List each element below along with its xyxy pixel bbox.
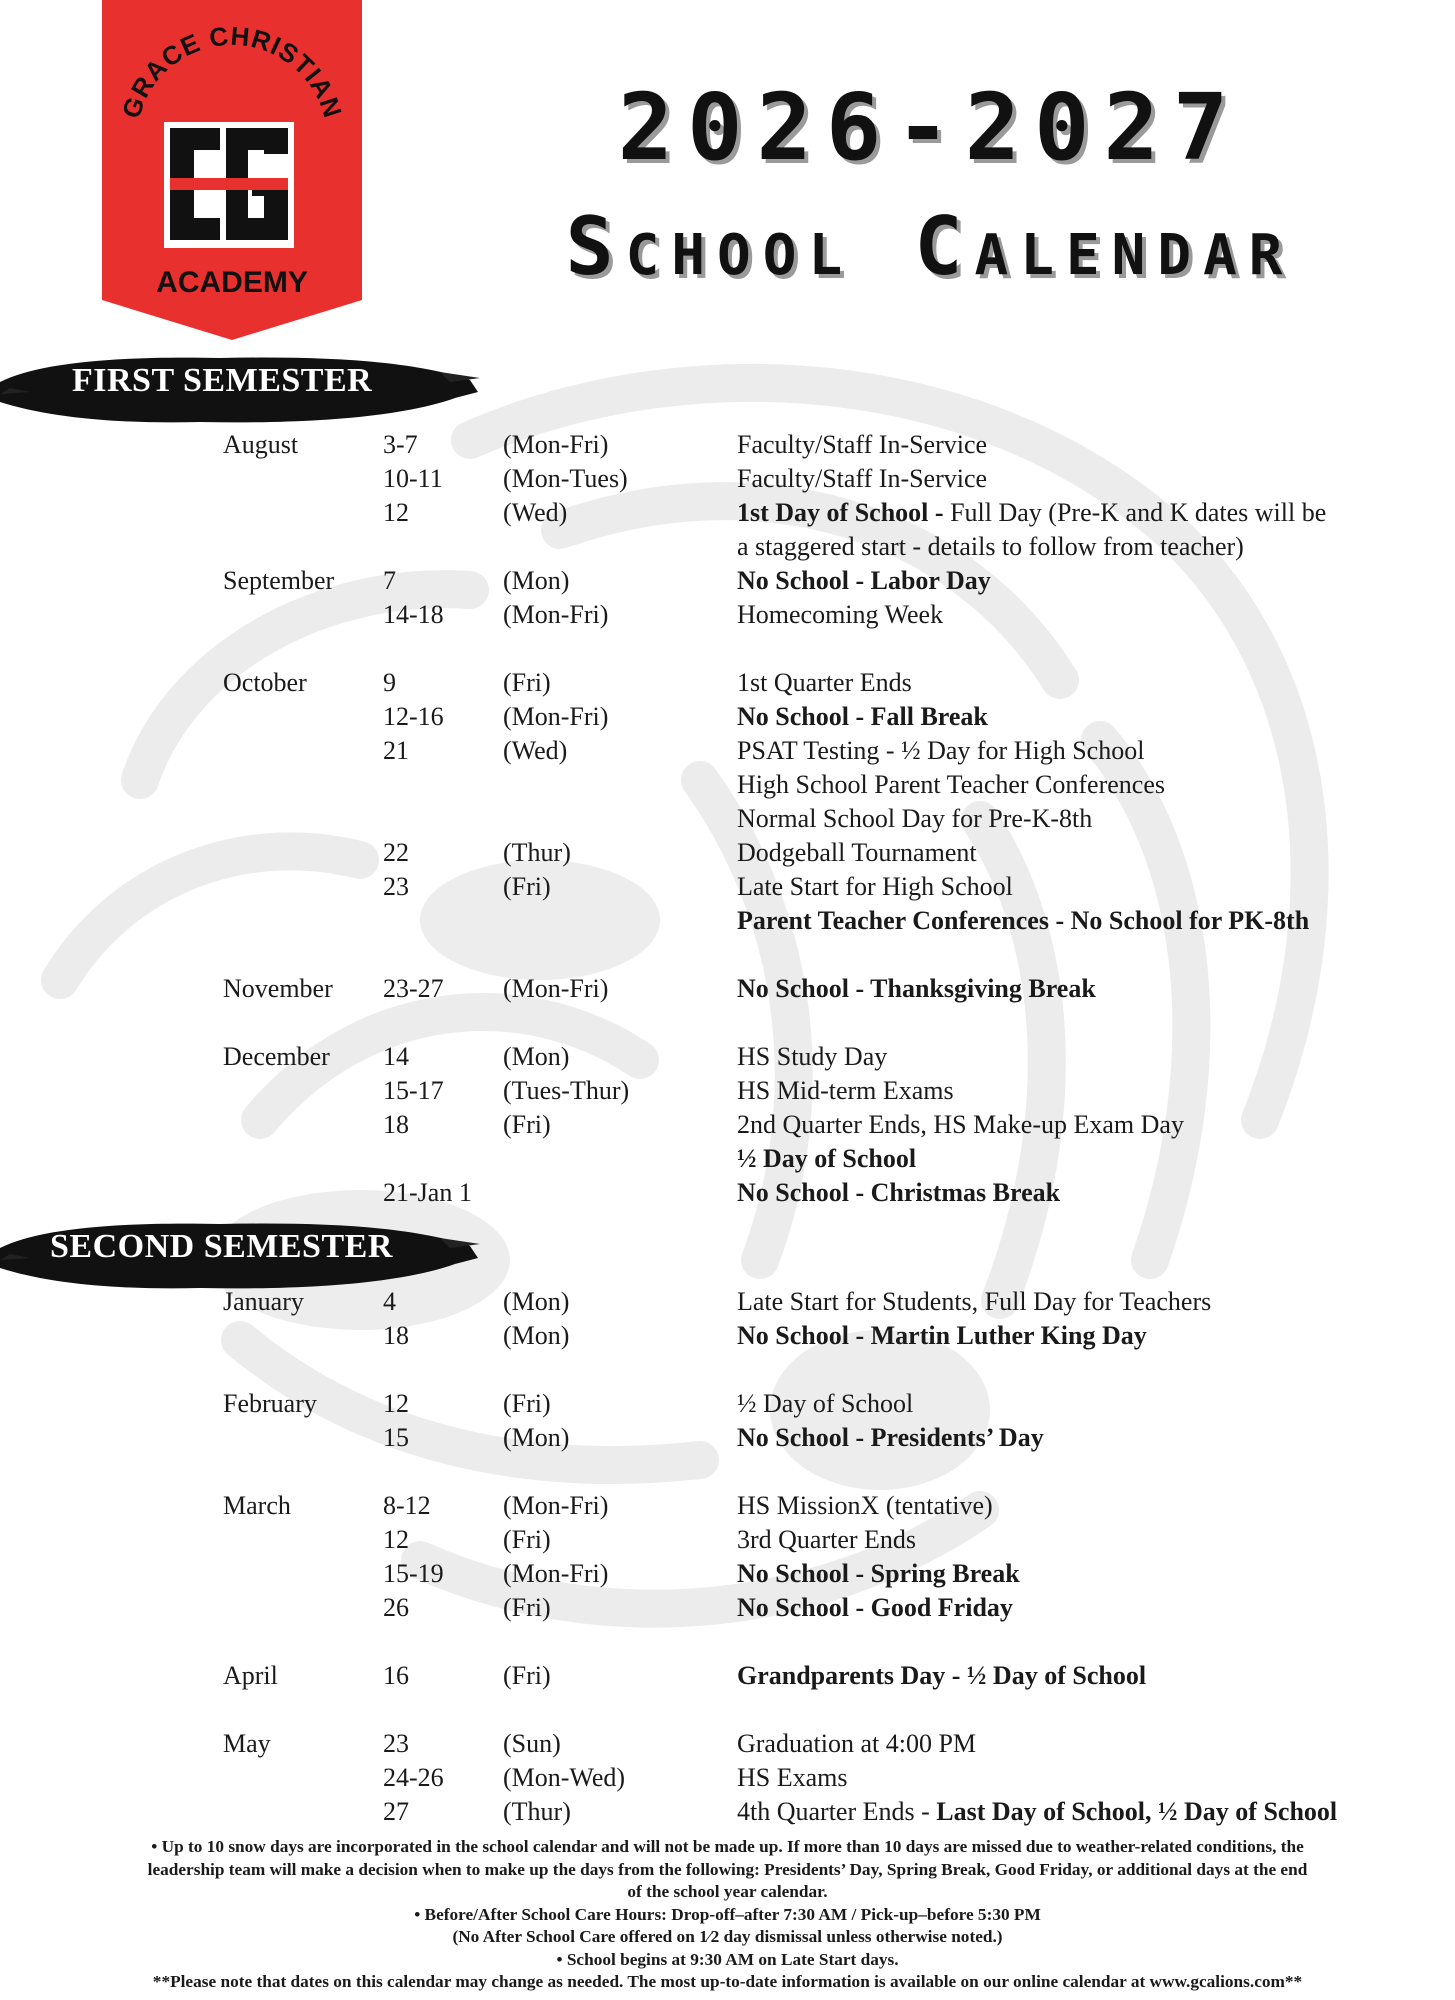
date-range: 22 bbox=[383, 838, 409, 867]
weekday-range: (Mon-Fri) bbox=[503, 1491, 609, 1520]
weekday-range: (Wed) bbox=[503, 736, 568, 765]
event-text bbox=[737, 904, 1309, 938]
row-gap bbox=[0, 1455, 1455, 1489]
date-range: 23 bbox=[383, 1729, 409, 1758]
calendar-row bbox=[0, 1659, 1455, 1693]
weekday-range: (Mon-Fri) bbox=[503, 600, 609, 629]
calendar-row bbox=[0, 870, 1455, 904]
event-text: Faculty/Staff In-Service bbox=[737, 430, 988, 459]
calendar-row bbox=[0, 734, 1455, 768]
event-text: 3rd Quarter Ends bbox=[737, 1525, 917, 1554]
weekday-range: (Mon-Fri) bbox=[503, 702, 609, 731]
calendar-row bbox=[0, 1761, 1455, 1795]
event-text: Late Start for High School bbox=[737, 872, 1013, 901]
note-line: of the school year calendar. bbox=[627, 1882, 828, 1901]
calendar-row bbox=[0, 428, 1455, 462]
date-range: 12-16 bbox=[383, 702, 444, 731]
event-text: HS Exams bbox=[737, 1763, 848, 1792]
calendar-row bbox=[0, 1727, 1455, 1761]
event-text: ½ Day of School bbox=[737, 1389, 914, 1418]
event-text bbox=[737, 1591, 1013, 1625]
date-range: 23 bbox=[383, 872, 409, 901]
event-text: Graduation at 4:00 PM bbox=[737, 1729, 977, 1758]
second-semester-heading: SECOND SEMESTER bbox=[50, 1228, 393, 1265]
calendar-row bbox=[0, 496, 1455, 530]
weekday-range: (Mon) bbox=[503, 1321, 570, 1350]
date-range: 10-11 bbox=[383, 464, 443, 493]
logo-bottom-text: ACADEMY bbox=[156, 266, 308, 299]
month-label: April bbox=[223, 1661, 278, 1690]
event-text bbox=[737, 1142, 916, 1176]
event-text bbox=[737, 1557, 1020, 1591]
calendar-row bbox=[0, 1421, 1455, 1455]
calendar-row bbox=[0, 1285, 1455, 1319]
calendar-row bbox=[0, 1557, 1455, 1591]
event-bold: Grandparents Day - ½ Day of School bbox=[737, 1661, 1147, 1690]
date-range: 12 bbox=[383, 1389, 409, 1418]
calendar-row bbox=[0, 530, 1455, 564]
calendar-row bbox=[0, 768, 1455, 802]
date-range: 12 bbox=[383, 1525, 409, 1554]
date-range: 3-7 bbox=[383, 430, 418, 459]
first-semester-list bbox=[0, 428, 1455, 1210]
calendar-row bbox=[0, 1489, 1455, 1523]
event-text bbox=[737, 972, 1096, 1006]
event-text: HS Mid-term Exams bbox=[737, 1076, 954, 1105]
date-range: 15 bbox=[383, 1423, 409, 1452]
calendar-row bbox=[0, 1074, 1455, 1108]
date-range: 26 bbox=[383, 1593, 409, 1622]
note-line: leadership team will make a decision when to make up the days from the following: Presidents’ Day, Spring Break, Good Friday, or additional days at the end bbox=[147, 1859, 1308, 1879]
weekday-range: (Fri) bbox=[503, 1110, 551, 1139]
row-gap bbox=[0, 1625, 1455, 1659]
event-text bbox=[737, 1421, 1044, 1455]
calendar-row bbox=[0, 1040, 1455, 1074]
calendar-title: School Calendar bbox=[565, 200, 1295, 293]
date-range: 21 bbox=[383, 736, 409, 765]
calendar-row bbox=[0, 1319, 1455, 1353]
event-text: Dodgeball Tournament bbox=[737, 838, 977, 867]
second-semester-list bbox=[0, 1285, 1455, 1829]
weekday-range: (Mon-Tues) bbox=[503, 464, 628, 493]
calendar-row bbox=[0, 598, 1455, 632]
weekday-range: (Thur) bbox=[503, 1797, 571, 1826]
calendar-notes bbox=[0, 1836, 1455, 1994]
calendar-row bbox=[0, 1108, 1455, 1142]
calendar-row bbox=[0, 564, 1455, 598]
event-text: 1st Quarter Ends bbox=[737, 668, 912, 697]
date-range: 12 bbox=[383, 498, 409, 527]
month-label: December bbox=[223, 1042, 330, 1071]
date-range: 21-Jan 1 bbox=[383, 1178, 472, 1207]
event-text: High School Parent Teacher Conferences bbox=[737, 770, 1165, 799]
event-text bbox=[737, 564, 991, 598]
school-logo bbox=[102, 0, 362, 340]
event-bold: 1st Day of School - bbox=[737, 498, 944, 527]
weekday-range: (Mon-Wed) bbox=[503, 1763, 626, 1792]
event-text: PSAT Testing - ½ Day for High School bbox=[737, 736, 1145, 765]
weekday-range: (Mon-Fri) bbox=[503, 430, 609, 459]
second-semester-banner bbox=[0, 1218, 480, 1294]
date-range: 9 bbox=[383, 668, 396, 697]
weekday-range: (Mon) bbox=[503, 566, 570, 595]
first-semester-heading: FIRST SEMESTER bbox=[72, 362, 373, 399]
month-label: October bbox=[223, 668, 307, 697]
row-gap bbox=[0, 938, 1455, 972]
month-label: September bbox=[223, 566, 335, 595]
event-text bbox=[737, 1319, 1147, 1353]
event-text: Homecoming Week bbox=[737, 600, 944, 629]
calendar-row bbox=[0, 666, 1455, 700]
calendar-row bbox=[0, 836, 1455, 870]
event-text: a staggered start - details to follow from teacher) bbox=[737, 532, 1244, 561]
event-text: Faculty/Staff In-Service bbox=[737, 464, 988, 493]
note-line: (No After School Care offered on 1⁄2 day dismissal unless otherwise noted.) bbox=[452, 1927, 1003, 1946]
date-range: 16 bbox=[383, 1661, 409, 1690]
weekday-range: (Sun) bbox=[503, 1729, 561, 1758]
weekday-range: (Tues-Thur) bbox=[503, 1076, 630, 1105]
event-bold: No School - Spring Break bbox=[737, 1559, 1020, 1588]
weekday-range: (Wed) bbox=[503, 498, 568, 527]
event-text bbox=[737, 1176, 1060, 1210]
event-bold: No School - Labor Day bbox=[737, 566, 991, 595]
weekday-range: (Mon-Fri) bbox=[503, 1559, 609, 1588]
row-gap bbox=[0, 1693, 1455, 1727]
event-text: Late Start for Students, Full Day for Teachers bbox=[737, 1287, 1212, 1316]
event-bold: No School - Thanksgiving Break bbox=[737, 974, 1096, 1003]
note-line: • Up to 10 snow days are incorporated in the school calendar and will not be made up. If more than 10 days are missed due to weather-related conditions, the bbox=[151, 1837, 1304, 1856]
date-range: 7 bbox=[383, 566, 396, 595]
gc-monogram-icon bbox=[164, 122, 294, 248]
date-range: 23-27 bbox=[383, 974, 444, 1003]
row-gap bbox=[0, 1353, 1455, 1387]
event-text: 2nd Quarter Ends, HS Make-up Exam Day bbox=[737, 1110, 1184, 1139]
date-range: 8-12 bbox=[383, 1491, 431, 1520]
event-bold: No School - Good Friday bbox=[737, 1593, 1013, 1622]
weekday-range: (Fri) bbox=[503, 668, 551, 697]
event-bold: No School - Presidents’ Day bbox=[737, 1423, 1044, 1452]
row-gap bbox=[0, 1006, 1455, 1040]
weekday-range: (Mon-Fri) bbox=[503, 974, 609, 1003]
calendar-row bbox=[0, 1523, 1455, 1557]
event-text: 1st Day of School - Full Day (Pre-K and K dates will be bbox=[737, 498, 1327, 527]
date-range: 24-26 bbox=[383, 1763, 444, 1792]
event-bold: Last Day of School, ½ Day of School bbox=[936, 1797, 1338, 1826]
event-bold: ½ Day of School bbox=[737, 1144, 917, 1173]
date-range: 18 bbox=[383, 1321, 409, 1350]
event-text: HS MissionX (tentative) bbox=[737, 1491, 993, 1520]
weekday-range: (Fri) bbox=[503, 872, 551, 901]
weekday-range: (Thur) bbox=[503, 838, 571, 867]
calendar-row bbox=[0, 972, 1455, 1006]
event-bold: Parent Teacher Conferences - No School for PK-8th bbox=[737, 906, 1310, 935]
calendar-row bbox=[0, 802, 1455, 836]
event-text bbox=[737, 1659, 1146, 1693]
event-bold: No School - Fall Break bbox=[737, 702, 988, 731]
month-label: March bbox=[223, 1491, 291, 1520]
calendar-row bbox=[0, 1142, 1455, 1176]
date-range: 14 bbox=[383, 1042, 409, 1071]
weekday-range: (Fri) bbox=[503, 1389, 551, 1418]
weekday-range: (Mon) bbox=[503, 1042, 570, 1071]
calendar-row bbox=[0, 462, 1455, 496]
weekday-range: (Fri) bbox=[503, 1661, 551, 1690]
calendar-row bbox=[0, 1795, 1455, 1829]
weekday-range: (Fri) bbox=[503, 1593, 551, 1622]
event-text bbox=[737, 700, 988, 734]
event-bold: No School - Martin Luther King Day bbox=[737, 1321, 1147, 1350]
month-label: August bbox=[223, 430, 299, 459]
weekday-range: (Fri) bbox=[503, 1525, 551, 1554]
note-line: • Before/After School Care Hours: Drop-off–after 7:30 AM / Pick-up–before 5:30 PM bbox=[414, 1904, 1041, 1924]
note-line: • School begins at 9:30 AM on Late Start days. bbox=[556, 1949, 899, 1969]
first-semester-banner bbox=[0, 352, 480, 428]
event-text: HS Study Day bbox=[737, 1042, 888, 1071]
calendar-row bbox=[0, 1176, 1455, 1210]
calendar-row bbox=[0, 700, 1455, 734]
weekday-range: (Mon) bbox=[503, 1423, 570, 1452]
row-gap bbox=[0, 632, 1455, 666]
month-label: January bbox=[223, 1287, 304, 1316]
calendar-row bbox=[0, 1591, 1455, 1625]
event-text: Normal School Day for Pre-K-8th bbox=[737, 804, 1093, 833]
event-bold: No School - Christmas Break bbox=[737, 1178, 1061, 1207]
date-range: 27 bbox=[383, 1797, 409, 1826]
note-line: **Please note that dates on this calendar may change as needed. The most up-to-date information is available on our online calendar at www.gcalions.com** bbox=[152, 1972, 1303, 1991]
date-range: 14-18 bbox=[383, 600, 444, 629]
date-range: 4 bbox=[383, 1287, 396, 1316]
calendar-row bbox=[0, 1387, 1455, 1421]
weekday-range: (Mon) bbox=[503, 1287, 570, 1316]
calendar-year: 2026-2027 bbox=[617, 74, 1243, 181]
date-range: 18 bbox=[383, 1110, 409, 1139]
event-text: 4th Quarter Ends - Last Day of School, ½ Day of School bbox=[737, 1797, 1338, 1826]
month-label: November bbox=[223, 974, 333, 1003]
month-label: May bbox=[223, 1729, 271, 1758]
date-range: 15-19 bbox=[383, 1559, 444, 1588]
date-range: 15-17 bbox=[383, 1076, 444, 1105]
calendar-row bbox=[0, 904, 1455, 938]
logo-arc-text: GRACE CHRISTIAN bbox=[115, 20, 349, 122]
month-label: February bbox=[223, 1389, 317, 1418]
